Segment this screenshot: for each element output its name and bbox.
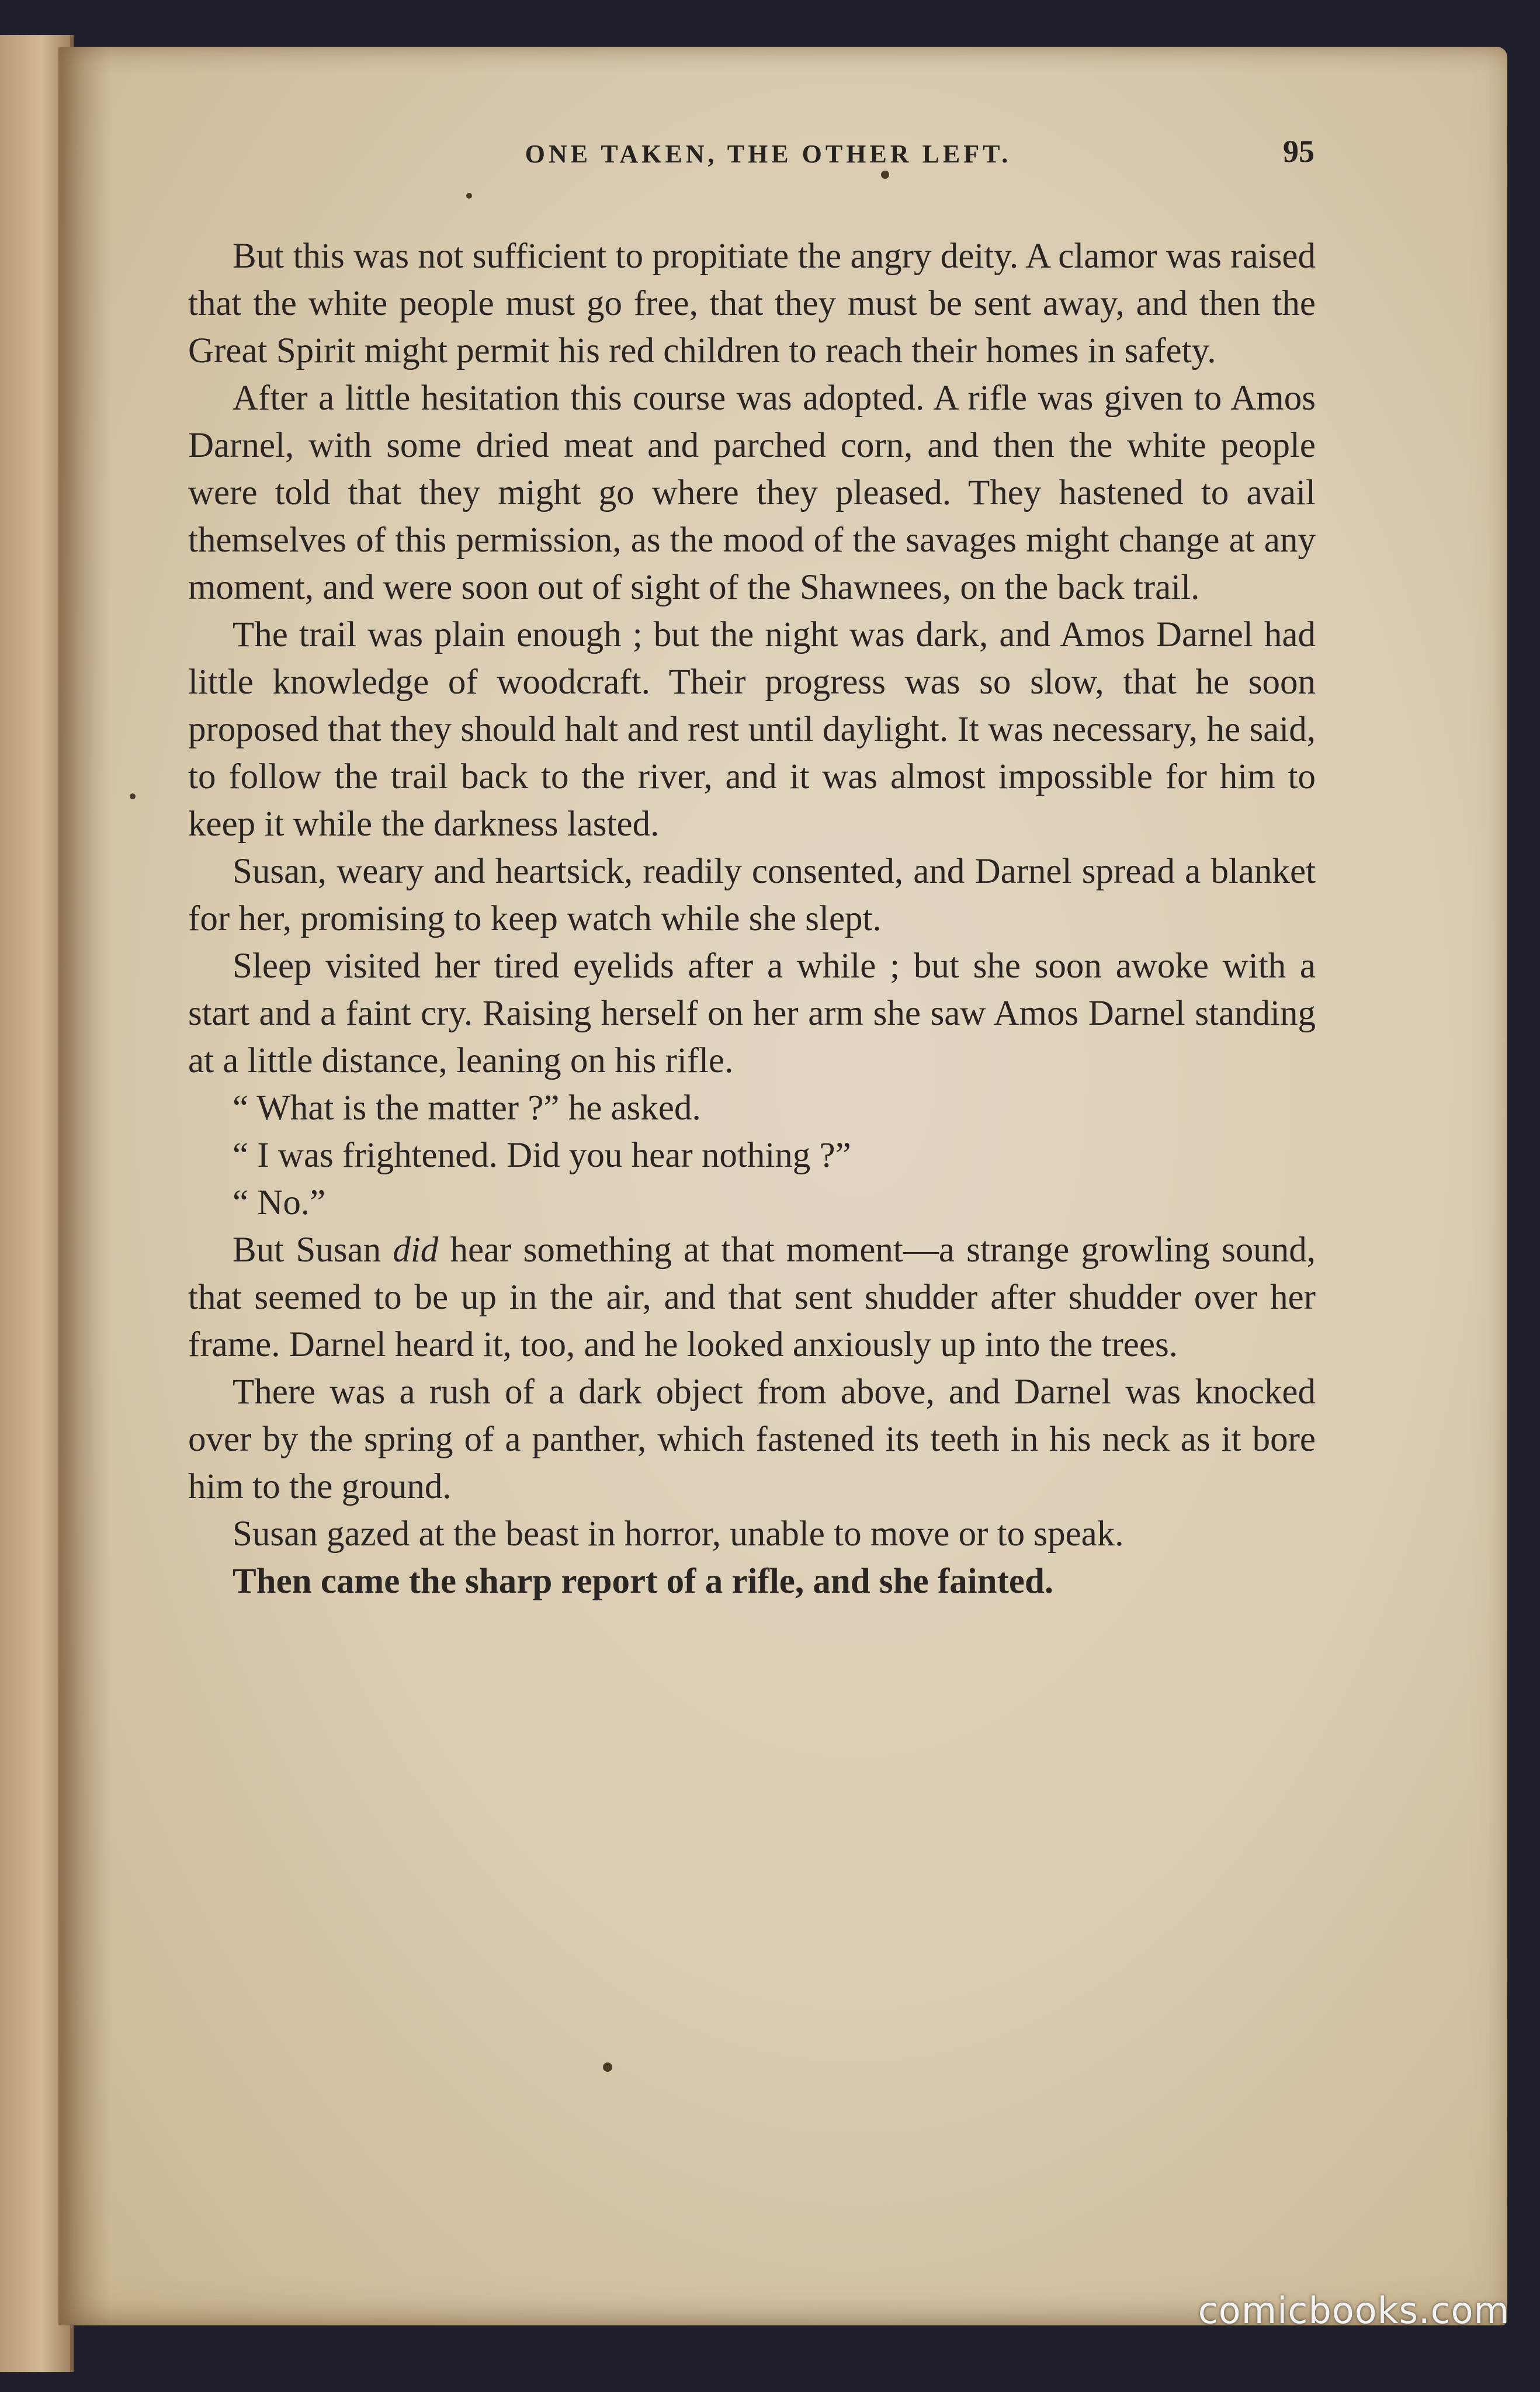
watermark-logo: comicbooks.com: [1198, 2289, 1510, 2332]
dialogue-line: “ I was frightened. Did you hear nothing ?”: [233, 1136, 851, 1175]
ink-spot: [881, 171, 889, 179]
body-text: [188, 233, 1316, 1605]
page-gutter-shadow: [58, 47, 111, 2325]
running-head: ONE TAKEN, THE OTHER LEFT.: [525, 140, 1012, 168]
page-header: [187, 134, 1314, 169]
paragraph: The trail was plain enough ; but the night was dark, and Amos Darnel had little knowledge of woodcraft. Their progress was so slow, that he soon proposed that they should halt and rest until daylight. It was necessary, he said, to follow the trail back to the river, and it was almost impossible for him to keep it while the darkness lasted.: [188, 615, 1316, 844]
dialogue-line: “ What is the matter ?” he asked.: [233, 1088, 701, 1128]
paragraph: There was a rush of a dark object from above, and Darnel was knocked over by the spring of a panther, which fastened its teeth in his neck as it bore him to the ground.: [188, 1372, 1316, 1506]
ink-spot: [466, 193, 472, 199]
emphasis-text: did: [393, 1230, 439, 1270]
paragraph: After a little hesitation this course was adopted. A rifle was given to Amos Darnel, with some dried meat and parched corn, and then the white people were told that they might go where they pleased. They hastened to avail themselves of this permission, as the mood of the savages might change at any moment, and were soon out of sight of the Shawnees, on the back trail.: [188, 379, 1316, 607]
paragraph-text: But Susan: [233, 1230, 393, 1270]
paragraph: Susan, weary and heartsick, readily consented, and Darnel spread a blanket for her, promising to keep watch while she slept.: [188, 852, 1316, 938]
paragraph-text: hear something at that moment—a strange growling sound, that seemed to be up in the air, and that sent shudder after shudder over her frame. Darnel heard it, too, and he looked anxiously up into the trees.: [188, 1230, 1316, 1364]
ink-spot: [603, 2062, 612, 2072]
paragraph: Susan gazed at the beast in horror, unable to move or to speak.: [233, 1514, 1124, 1554]
ink-spot: [130, 793, 136, 799]
final-paragraph: Then came the sharp report of a rifle, and she fainted.: [233, 1562, 1054, 1601]
page-number: 95: [1283, 134, 1314, 169]
paragraph: [188, 1226, 1316, 1368]
dialogue-line: “ No.”: [233, 1183, 326, 1222]
paragraph: Sleep visited her tired eyelids after a while ; but she soon awoke with a start and a faint cry. Raising herself on her arm she saw Amos Darnel standing at a little distance, leaning on his rifle.: [188, 947, 1316, 1080]
paragraph: But this was not sufficient to propitiate the angry deity. A clamor was raised that the white people must go free, that they must be sent away, and then the Great Spirit might permit his red children to reach their homes in safety.: [188, 237, 1316, 370]
